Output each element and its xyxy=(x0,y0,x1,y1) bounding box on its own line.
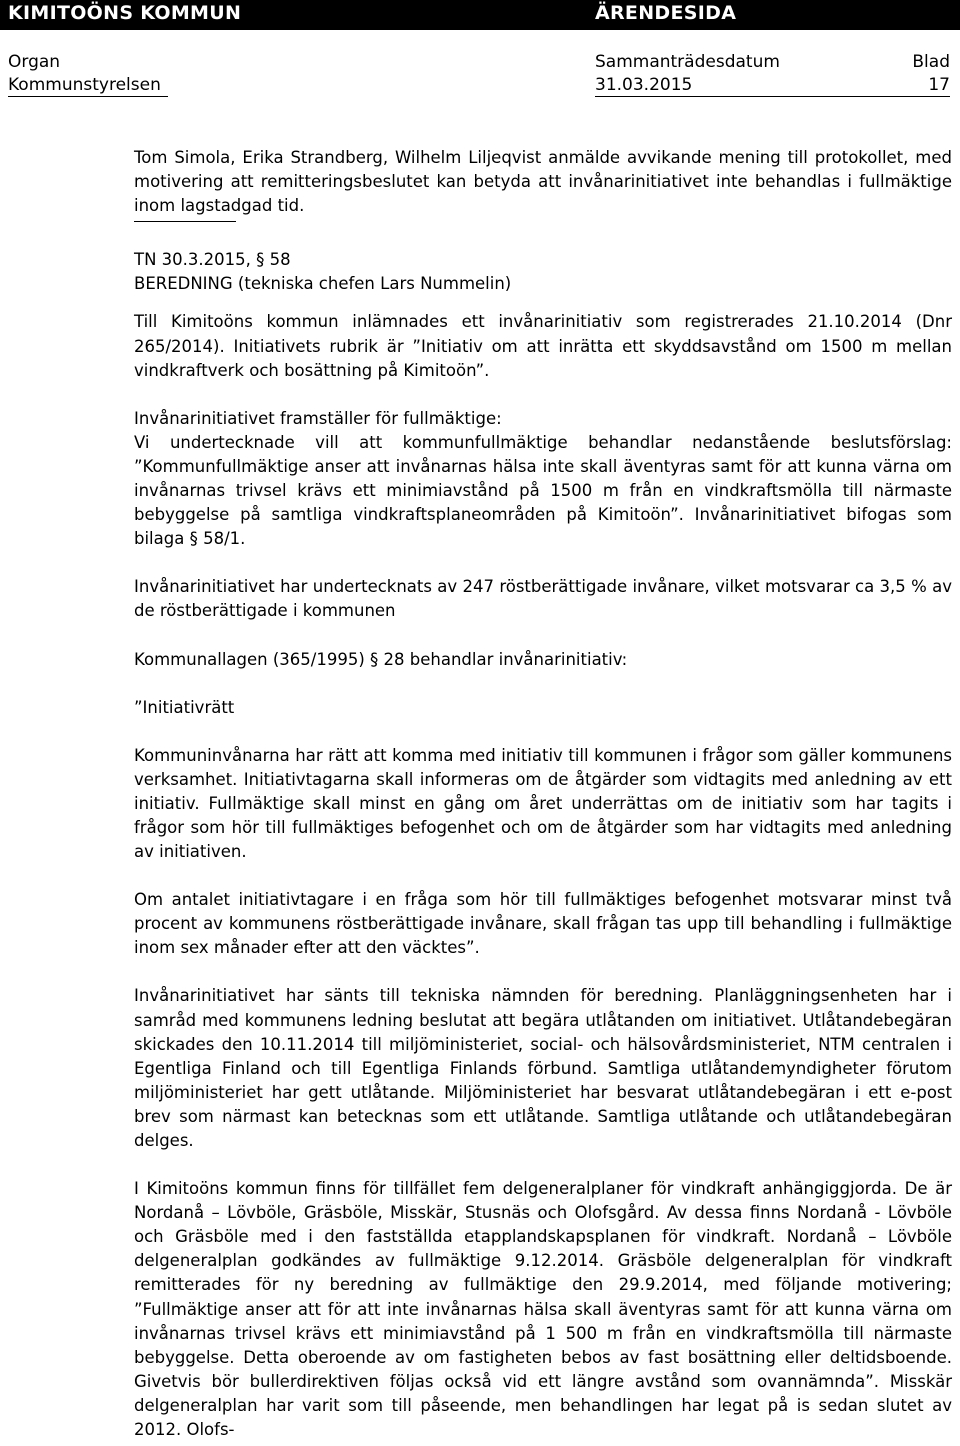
organ-value: Kommunstyrelsen xyxy=(8,75,161,95)
paragraph-dissent: Tom Simola, Erika Strandberg, Wilhelm Liljeqvist anmälde avvikande mening till protokollet, med motivering att remitteringsbeslutet kan betyda att invånarinitiativet inte behandlas i fullmäktige inom lagstadgad tid. xyxy=(134,148,952,216)
paragraph-initiativratt: ”Initiativrätt xyxy=(134,697,235,717)
organ-label: Organ xyxy=(8,52,61,72)
paragraph-initiative: Till Kimitoöns kommun inlämnades ett invånarinitiativ som registrerades 21.10.2014 (Dnr 265/2014). Initiativets rubrik är ”Initiativ om att inrätta ett skyddsavstånd om 1500 m mellan vindkraftverk och bosättning på Kimitoön”. xyxy=(134,312,952,380)
org-name: KIMITOÖNS KOMMUN xyxy=(8,2,242,24)
paragraph-general-plans: I Kimitoöns kommun finns för tillfället fem delgeneralplaner för vindkraft anhängiggjorda. De är Nordanå – Lövböle, Gräsböle, Misskär, Stusnäs och Olofsgård. Av dessa finns Nordanå - Lövböle och Gräsböle med i den fastställda etapplandskapsplanen för vindkraft. Nordanå – Lövböle delgeneralplan godkändes av fullmäktige 9.12.2014. Gräsböle delgeneralplan för vindkraft remitterades för ny beredning av fullmäktige den 29.9.2014, med följande motivering; ”Fullmäktige anser att för att inte invånarnas hälsa skall äventyras samt för att kunna värna om invånarnas trivsel krävs ett minimiavstånd på 1 500 m från en vindkraftsmölla till närmaste bebyggelse. Detta oberoende av om fastigheten bebos av fast bosättning eller deltidsboende. Givetvis bör bullerdirektiven följas också vid ett längre avstånd som ovannämnda”. Misskär delgeneralplan har varit som till påseende, men behandlingen har legat på is sedan slutet av 2012. Olofs- xyxy=(134,1179,952,1440)
paragraph-law-text-2: Om antalet initiativtagare i en fråga som hör till fullmäktiges befogenhet motsvarar minst två procent av kommunens röstberättigade invånare, skall frågan tas upp till behandling i fullmäktige inom sex månader efter att den väcktes”. xyxy=(134,890,952,958)
paragraph-law-text-1: Kommuninvånarna har rätt att komma med initiativ till kommunen i frågor som gäller kommunens verksamhet. Initiativtagarna skall informeras om de åtgärder som vidtagits med anledning av ett initiativ. Fullmäktige skall minst en gång om året underrättas om de initiativ som har tagits i frågor som hör till fullmäktiges befogenhet och om de åtgärder som har vidtagits med anledning av initiativen. xyxy=(134,745,952,862)
header-bar xyxy=(0,0,960,30)
date-value: 31.03.2015 xyxy=(595,75,693,95)
section-separator xyxy=(134,221,236,222)
paragraph-proposal: Vi undertecknade vill att kommunfullmäktige behandlar nedanstående beslutsförslag: ”Kommunfullmäktige anser att invånarnas hälsa inte skall äventyras samt för att kunna värna om invånarnas trivsel krävs ett minimiavstånd på 1500 m från en vindkraftsmölla till närmaste bebyggelse på samtliga vindkraftsplaneområden på Kimitoön”. Invånarinitiativet bifogas som bilaga § 58/1. xyxy=(134,432,952,549)
document-header xyxy=(0,0,960,97)
doc-type: ÄRENDESIDA xyxy=(595,2,737,24)
page-label: Blad xyxy=(912,52,950,72)
paragraph-signatures: Invånarinitiativet har undertecknats av 247 röstberättigade invånare, vilket motsvarar ca 3,5 % av de röstberättigade i kommunen xyxy=(134,577,952,621)
date-label: Sammanträdesdatum xyxy=(595,52,780,72)
header-rule-date xyxy=(595,96,950,97)
paragraph-preparation: Invånarinitiativet har sänts till tekniska nämnden för beredning. Planläggningsenheten har i samråd med kommunens ledning beslutat att begära utlåtanden om initiativet. Utlåtandebegäran skickades den 10.11.2014 till miljöministeriet, social- och hälsovårdsministeriet, NTM centralen i Egentliga Finland och till Egentliga Finlands förbund. Samtliga utlåtandemyndigheter förutom miljöministeriet har gett utlåtande. Miljöministeriet har besvarat utlåtandebegäran i ett e-post brev som närmast kan betecknas som ett utlåtande. Samtliga utlåtande och utlåtandebegäran delges. xyxy=(134,986,952,1150)
paragraph-law-ref: Kommunallagen (365/1995) § 28 behandlar invånarinitiativ: xyxy=(134,649,628,669)
paragraph-proposal-intro: Invånarinitiativet framställer för fullmäktige: xyxy=(134,408,502,428)
header-rule-organ xyxy=(8,96,168,97)
document-body xyxy=(134,146,952,1442)
page-value: 17 xyxy=(928,75,950,95)
beredning-heading: BEREDNING (tekniska chefen Lars Nummelin) xyxy=(134,274,512,294)
tn-reference: TN 30.3.2015, § 58 xyxy=(134,250,291,270)
